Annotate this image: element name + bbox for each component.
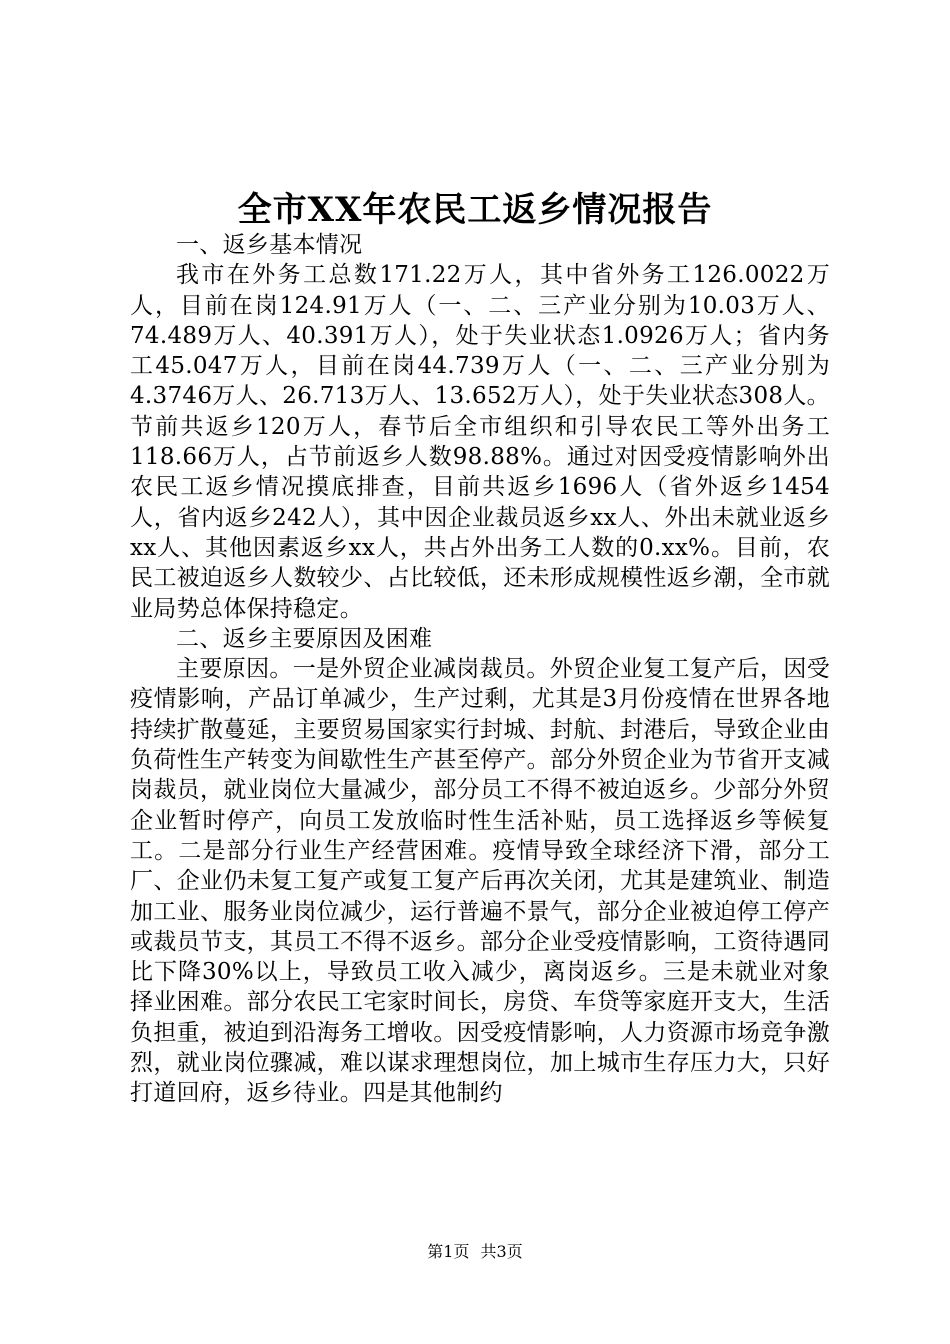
page-number: 第1页	[427, 1242, 470, 1261]
paragraph-main-reasons: 主要原因。一是外贸企业减岗裁员。外贸企业复工复产后，因受疫情影响，产品订单减少，生产过剩，尤其是3月份疫情在世界各地持续扩散蔓延，主要贸易国家实行封城、封航、封港后，导致企业由负荷性生产转变为间歇性生产甚至停产。部分外贸企业为节省开支减岗裁员，就业岗位大量减少，部分员工不得不被迫返乡。少部分外贸企业暂时停产，向员工发放临时性生活补贴，员工选择返乡等候复工。二是部分行业生产经营困难。疫情导致全球经济下滑，部分工厂、企业仍未复工复产或复工复产后再次关闭，尤其是建筑业、制造加工业、服务业岗位减少，运行普遍不景气，部分企业被迫停工停产或裁员节支，其员工不得不返乡。部分企业受疫情影响，工资待遇同比下降30%以上，导致员工收入减少，离岗返乡。三是未就业对象择业困难。部分农民工宅家时间长，房贷、车贷等家庭开支大，生活负担重，被迫到沿海务工增收。因受疫情影响，人力资源市场竞争激烈，就业岗位骤减，难以谋求理想岗位，加上城市生存压力大，只好打道回府，返乡待业。四是其他制约	[130, 656, 830, 1107]
paragraph-basic-situation: 我市在外务工总数171.22万人，其中省外务工126.0022万人，目前在岗124.91万人（一、二、三产业分别为10.03万人、74.489万人、40.391万人），处于失业状态1.0926万人；省内务工45.047万人，目前在岗44.739万人（一、二、三产业分别为4.3746万人、26.713万人、13.652万人），处于失业状态308人。节前共返乡120万人，春节后全市组织和引导农民工等外出务工118.66万人，占节前返乡人数98.88%。通过对因受疫情影响外出农民工返乡情况摸底排查，目前共返乡1696人（省外返乡1454人，省内返乡242人），其中因企业裁员返乡xx人、外出未就业返乡xx人、其他因素返乡xx人，共占外出务工人数的0.xx%。目前，农民工被迫返乡人数较少、占比较低，还未形成规模性返乡潮，全市就业局势总体保持稳定。	[130, 262, 830, 622]
section-heading-2: 二、返乡主要原因及困难	[176, 625, 433, 652]
page-footer	[0, 1240, 950, 1264]
page-total: 共3页	[480, 1242, 523, 1261]
section-heading-1: 一、返乡基本情况	[176, 232, 363, 258]
document-body	[130, 230, 830, 1109]
document-title: 全市XX年农民工返乡情况报告	[237, 190, 713, 230]
